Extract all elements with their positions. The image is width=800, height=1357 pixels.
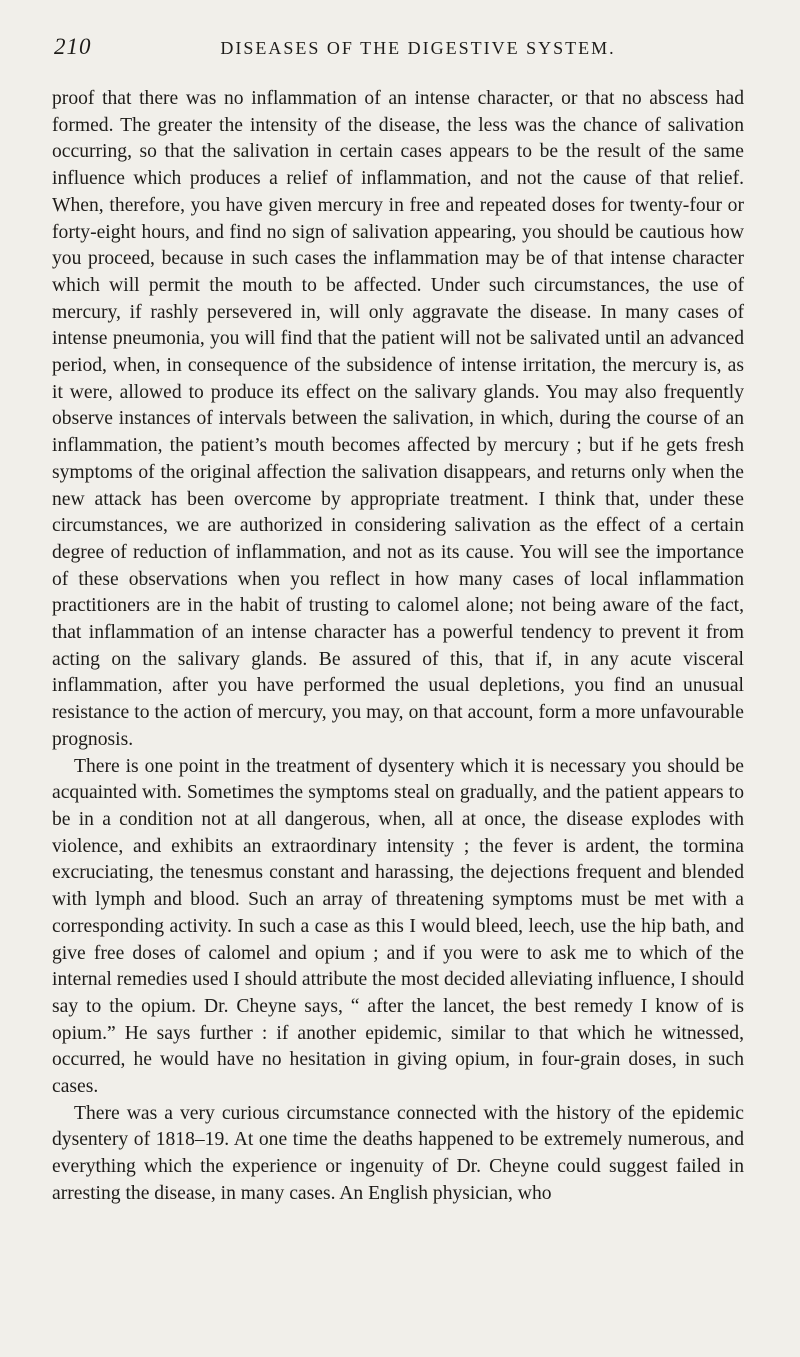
running-head [52,34,744,64]
page-number: 210 [54,34,92,59]
paragraph-3: There was a very curious circumstance connected with the history of the epidemic dysentery of 1818–19. At one time the deaths happened to be extremely numerous, and everything which the experience or ingenuity of Dr. Cheyne could suggest failed in arresting the disease, in many cases. An English physician, who [52,1102,744,1204]
running-title: DISEASES OF THE DIGESTIVE SYSTEM. [220,38,616,58]
paragraph-2: There is one point in the treatment of dysentery which it is necessary you should be acquainted with. Sometimes the symptoms steal on gradually, and the patient appears to be in a condition not at all dangerous, when, all at once, the disease explodes with violence, and exhibits an extraordinary intensity ; the fever is ardent, the tormina excruciating, the tenesmus constant and harassing, the dejections frequent and blended with lymph and blood. Such an array of threatening symptoms must be met with a corresponding activity. In such a case as this I would bleed, leech, use the hip bath, and give free doses of calomel and opium ; and if you were to ask me to which of the internal remedies used I should attribute the most decided alleviating influence, I should say to the opium. Dr. Cheyne says, “ after the lancet, the best remedy I know of is opium.” He says further : if another epidemic, similar to that which he witnessed, occurred, he would have no hesitation in giving opium, in four-grain doses, in such cases. [52,755,744,1098]
paragraph-1: proof that there was no inflammation of an intense character, or that no abscess had formed. The greater the intensity of the disease, the less was the chance of salivation occurring, so that the salivation in certain cases appears to be the result of the same influence which produces a relief of inflammation, and not the cause of that relief. When, therefore, you have given mercury in free and repeated doses for twenty-four or forty-eight hours, and find no sign of salivation appearing, you should be cautious how you proceed, because in such cases the inflammation may be of that intense character which will permit the mouth to be affected. Under such circumstances, the use of mercury, if rashly persevered in, will only aggravate the disease. In many cases of intense pneumonia, you will find that the patient will not be salivated until an advanced period, when, in consequence of the subsidence of intense irritation, the mercury is, as it were, allowed to produce its effect on the salivary glands. You may also frequently observe instances of intervals between the salivation, in which, during the course of an inflammation, the patient’s mouth becomes affected by mercury ; but if he gets fresh symptoms of the original affection the salivation disappears, and returns only when the new attack has been overcome by appropriate treatment. I think that, under these circumstances, we are authorized in considering salivation as the effect of a certain degree of reduction of inflammation, and not as its cause. You will see the importance of these observations when you reflect in how many cases of local inflammation practitioners are in the habit of trusting to calomel alone; not being aware of the fact, that inflammation of an intense character has a powerful tendency to prevent it from acting on the salivary glands. Be assured of this, that if, in any acute visceral inflammation, after you have performed the usual depletions, you find an unusual resistance to the action of mercury, you may, on that account, form a more unfavourable prognosis. [52,88,744,750]
body-text [52,86,744,1208]
